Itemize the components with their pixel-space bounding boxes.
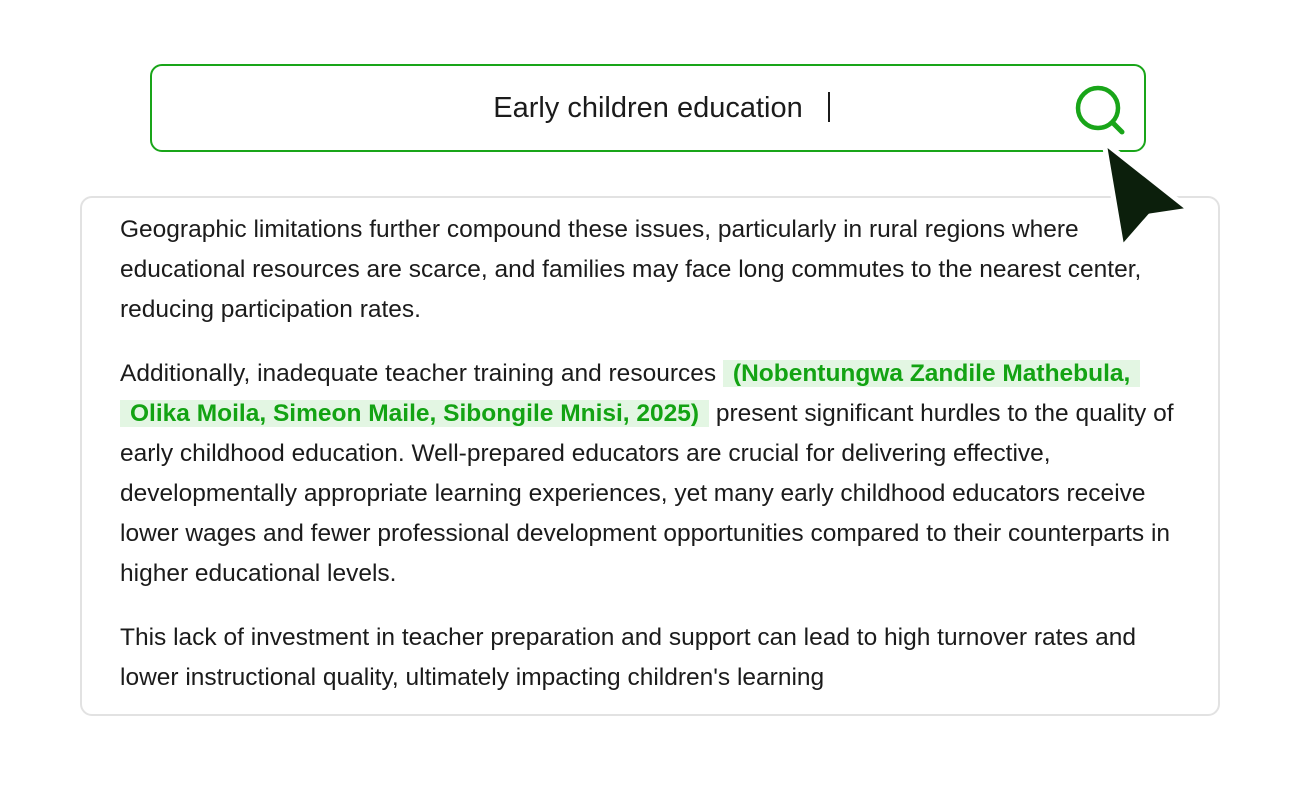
paragraph-2-text-before: Additionally, inadequate teacher training and resources <box>120 360 723 387</box>
search-input[interactable] <box>172 66 1044 150</box>
search-bar[interactable] <box>150 64 1146 152</box>
result-paragraph-3: This lack of investment in teacher preparation and support can lead to high turnover rates and lower instructional quality, ultimately impacting children's learning <box>120 624 1136 691</box>
results-content <box>82 198 1218 698</box>
text-caret <box>828 92 830 122</box>
search-icon <box>1070 80 1130 140</box>
result-paragraph-1: Geographic limitations further compound these issues, particularly in rural regions where educational resources are scarce, and families may face long commutes to the nearest center, reducing participation rates. <box>120 216 1142 323</box>
citation-highlight[interactable]: (Nobentungwa Zandile Mathebula, Olika Moila, Simeon Maile, Sibongile Mnisi, 2025) <box>120 360 1140 427</box>
result-paragraph-2 <box>120 354 1178 594</box>
paragraph-2-text-after: present significant hurdles to the quality of early childhood education. Well-prepared educators are crucial for delivering effective, developmentally appropriate learning experiences, yet many early childhood educators receive lower wages and fewer professional development opportunities compared to their counterparts in higher educational levels. <box>120 400 1174 587</box>
results-panel[interactable] <box>80 196 1220 716</box>
search-button[interactable] <box>1070 80 1130 140</box>
